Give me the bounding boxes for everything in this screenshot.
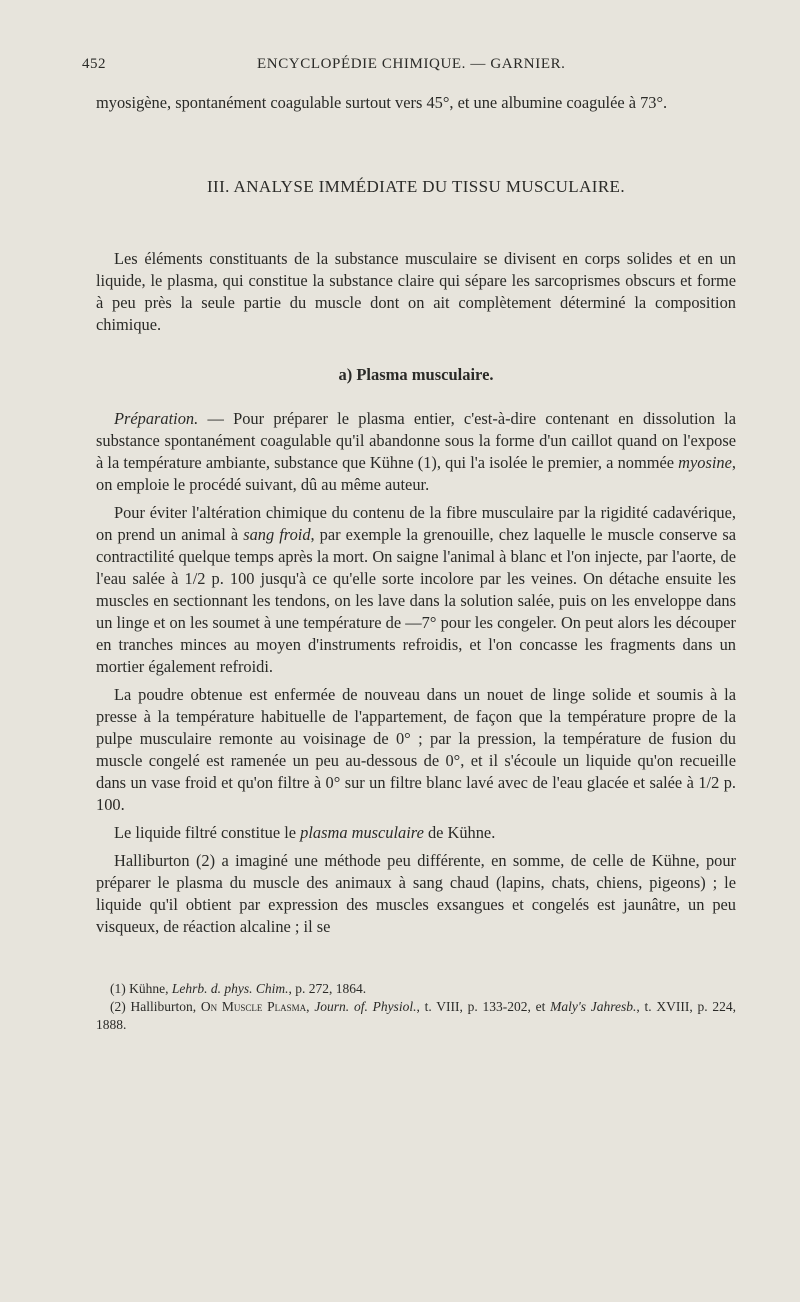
alteration-paragraph: [96, 502, 736, 678]
alteration-text-a: Pour éviter l'altération chimique du contenu de la fibre musculaire par la rigidité cadavérique, on prend un animal à: [96, 503, 736, 544]
footnote-1: [96, 980, 736, 998]
footnotes: [96, 980, 736, 1034]
footnote-2-journal: Journ. of. Physiol.: [314, 999, 417, 1014]
continued-paragraph: myosigène, spontanément coagulable surtout vers 45°, et une albumine coagulée à 73°.: [96, 93, 668, 112]
preparation-label: Préparation.: [114, 409, 199, 428]
subsection-title: a) Plasma musculaire.: [338, 365, 494, 384]
liquide-text-a: Le liquide filtré constitue le: [114, 823, 301, 842]
footnote-2: [96, 998, 736, 1034]
myosine-term: myosine: [678, 453, 732, 472]
liquide-text-b: de Kühne.: [423, 823, 496, 842]
body-text: [96, 92, 736, 1034]
section-intro-paragraph: Les éléments constituants de la substance musculaire se divisent en corps solides et en un liquide, le plasma, qui constitue la substance claire qui sépare les sarcoprismes obscurs et forme à peu près la seule partie du muscle dont on ait complètement déterminé la composition chimique.: [96, 249, 736, 334]
poudre-paragraph: La poudre obtenue est enfermée de nouveau dans un nouet de linge solide et soumis à la presse à la température habituelle de l'appartement, de façon que la température propre de la pulpe musculaire remonte au voisinage de 0° ; par la pression, la température de fusion du muscle congelé est ramenée un peu au-dessous de 0°, et il s'écoule un liquide qu'on recueille dans un vase froid et qu'on filtre à 0° sur un filtre blanc lavé avec de l'eau glacée et salée à 1/2 p. 100.: [96, 685, 736, 814]
running-head: ENCYCLOPÉDIE CHIMIQUE. — GARNIER.: [257, 56, 566, 72]
preparation-text-b: , on emploie le procédé suivant, dû au même auteur.: [96, 453, 736, 494]
page-header: [82, 56, 742, 80]
section-title: III. ANALYSE IMMÉDIATE DU TISSU MUSCULAIRE.: [207, 177, 625, 196]
footnote-2-title: On Muscle Plasma: [200, 999, 307, 1014]
footnote-2-maly: Maly's Jahresb.: [550, 999, 637, 1014]
footnote-2-author: (2) Halliburton,: [110, 999, 201, 1014]
footnote-1-rest: , p. 272, 1864.: [288, 981, 367, 996]
preparation-paragraph: [96, 408, 736, 496]
footnote-1-author: (1) Kühne,: [110, 981, 172, 996]
alteration-text-b: , par exemple la grenouille, chez laquelle le muscle conserve sa contractilité quelque temps après la mort. On saigne l'animal à blanc et l'on injecte, par l'aorte, de l'eau salée à 1/2 p. 100 jusqu'à ce qu'elle sorte incolore par les veines. On détache ensuite les muscles en sectionnant les tendons, on les lave dans la solution salée, puis on les enveloppe dans un linge et on les soumet à une température de —7° pour les congeler. On peut alors les découper en tranches minces au moyen d'instruments refroidis, et l'on concasse les fragments dans un mortier également refroidi.: [96, 525, 737, 676]
footnote-2-pages: , t. VIII, p. 133-202, et: [416, 999, 551, 1014]
plasma-term: plasma musculaire: [300, 823, 424, 842]
liquide-paragraph: [96, 822, 736, 844]
footnote-2-rest: , t. XVIII, p. 224, 1888.: [96, 999, 737, 1032]
page-number: 452: [82, 56, 106, 72]
preparation-text-a: — Pour préparer le plasma entier, c'est-à-dire contenant en dissolution la substance spontanément coagulable qu'il abandonne sous la forme d'un caillot quand on l'expose à la température ambiante, substance que Kühne (1), qui l'a isolée le premier, a nommée: [96, 409, 736, 472]
sang-froid-term: sang froid: [243, 525, 311, 544]
footnote-2-sep: ,: [306, 999, 315, 1014]
footnote-1-ref: Lehrb. d. phys. Chim.: [171, 981, 289, 996]
halliburton-paragraph: Halliburton (2) a imaginé une méthode peu différente, en somme, de celle de Kühne, pour préparer le plasma du muscle des animaux à sang chaud (lapins, chats, chiens, pigeons) ; le liquide qu'il obtient par expression des muscles exsangues et congelés est jaunâtre, un peu visqueux, de réaction alcaline ; il se: [96, 851, 736, 936]
